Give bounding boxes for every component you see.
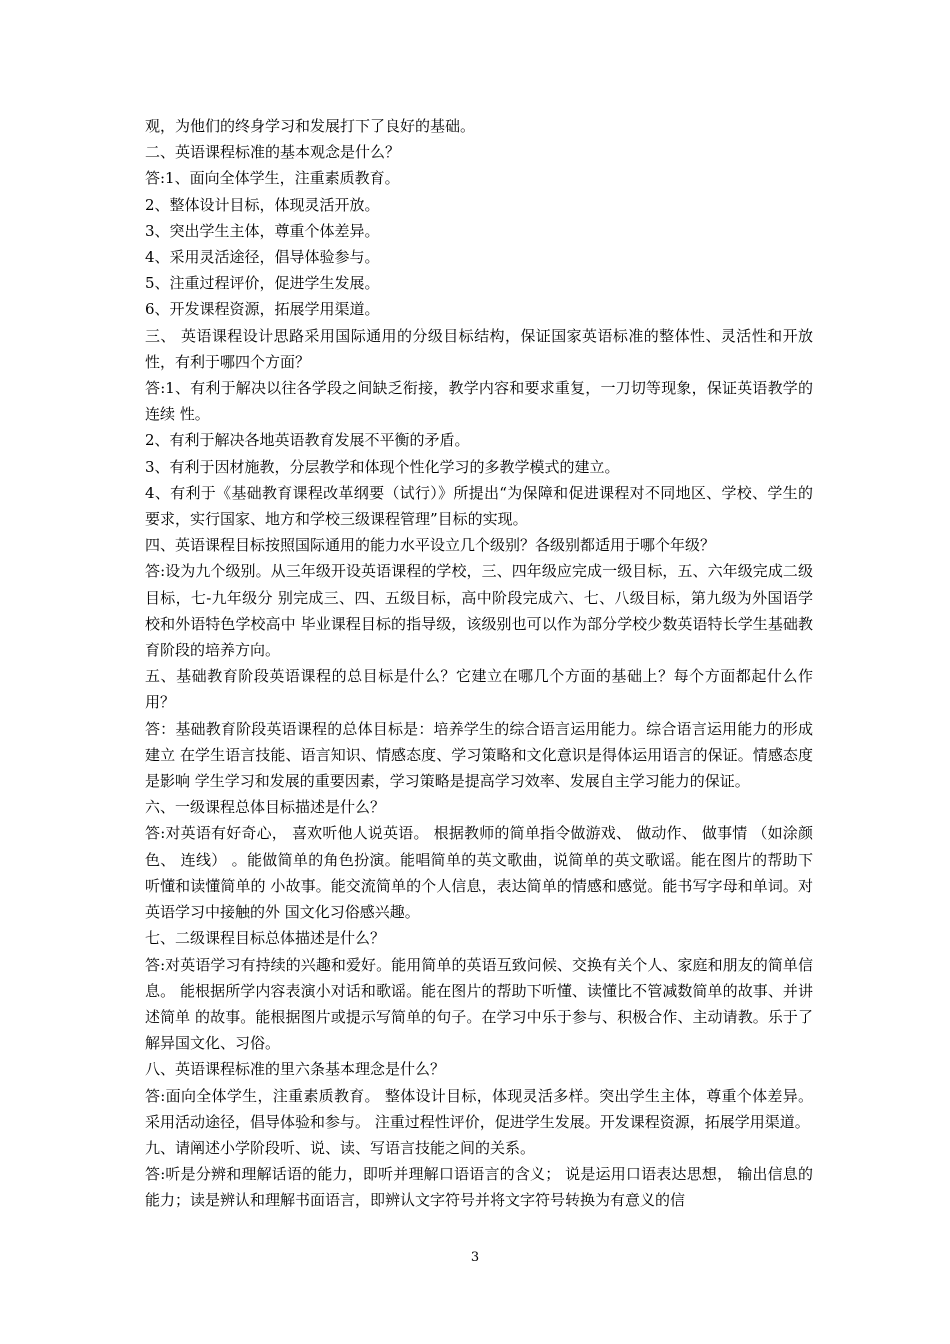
question-heading: 四、英语课程目标按照国际通用的能力水平设立几个级别？各级别都适用于哪个年级？ bbox=[145, 536, 716, 555]
answer-paragraph: 5、注重过程评价，促进学生发展。 bbox=[145, 274, 380, 293]
answer-paragraph: 答:听是分辨和理解话语的能力，即听并理解口语语言的含义； 说是运用口语表达思想， 输出信息的能力；读是辨认和理解书面语言，即辨认文字符号并将文字符号转换为有意义的信 bbox=[145, 1165, 813, 1210]
answer-paragraph: 4、有利于《基础教育课程改革纲要（试行）》所提出“为保障和促进课程对不同地区、学校、学生的要求，实行国家、地方和学校三级课程管理”目标的实现。 bbox=[145, 483, 813, 529]
answer-paragraph: 2、有利于解决各地英语教育发展不平衡的矛盾。 bbox=[145, 431, 470, 450]
question-heading: 二、英语课程标准的基本观念是什么？ bbox=[145, 143, 401, 162]
answer-paragraph: 答:设为九个级别。从三年级开设英语课程的学校，三、四年级应完成一级目标，五、六年级完成二级目标，七-九年级分 别完成三、四、五级目标，高中阶段完成六、七、八级目标，第九级为外国语学校和外语特色学校高中 毕业课程目标的指导级，该级别也可以作为部分学校少数英语特长学生基础教育阶段的培养方向。 bbox=[145, 562, 813, 660]
paragraph: 观，为他们的终身学习和发展打下了良好的基础。 bbox=[145, 117, 476, 135]
answer-paragraph: 3、突出学生主体，尊重个体差异。 bbox=[145, 221, 380, 240]
answer-paragraph: 答:面向全体学生，注重素质教育。 整体设计目标，体现灵活多样。突出学生主体，尊重个体差异。采用活动途径，倡导体验和参与。 注重过程性评价，促进学生发展。开发课程资源，拓展学用渠道。 bbox=[145, 1086, 813, 1131]
question-heading: 五、基础教育阶段英语课程的总目标是什么？它建立在哪几个方面的基础上？每个方面都起什么作用？ bbox=[145, 667, 813, 712]
page-number: 3 bbox=[470, 1250, 480, 1265]
answer-paragraph: 3、有利于因材施教，分层教学和体现个性化学习的多教学模式的建立。 bbox=[145, 457, 620, 476]
answer-paragraph: 4、采用灵活途径，倡导体验参与。 bbox=[145, 248, 380, 267]
question-heading: 七、二级课程目标总体描述是什么？ bbox=[145, 929, 386, 948]
answer-paragraph: 6、开发课程资源，拓展学用渠道。 bbox=[145, 300, 380, 319]
document-body bbox=[145, 113, 813, 1214]
answer-paragraph: 2、整体设计目标，体现灵活开放。 bbox=[145, 195, 380, 214]
question-heading: 八、英语课程标准的里六条基本理念是什么？ bbox=[145, 1060, 446, 1079]
question-heading: 三、 英语课程设计思路采用国际通用的分级目标结构，保证国家英语标准的整体性、灵活性和开放性，有利于哪四个方面？ bbox=[145, 326, 813, 371]
answer-paragraph: 答：基础教育阶段英语课程的总体目标是：培养学生的综合语言运用能力。综合语言运用能力的形成建立 在学生语言技能、语言知识、情感态度、学习策略和文化意识是得体运用语言的保证。情感态度是影响 学生学习和发展的重要因素，学习策略是提高学习效率、发展自主学习能力的保证。 bbox=[145, 719, 813, 791]
answer-paragraph: 答:对英语有好奇心， 喜欢听他人说英语。 根据教师的简单指令做游戏、 做动作、 做事情 （如涂颜色、 连线） 。能做简单的角色扮演。能唱简单的英文歌曲，说简单的英文歌谣。能在图片的帮助下听懂和读懂简单的 小故事。能交流简单的个人信息，表达简单的情感和感觉。能书写字母和单词。对英语学习中接触的外 国文化习俗感兴趣。 bbox=[145, 824, 813, 922]
answer-paragraph: 答:对英语学习有持续的兴趣和爱好。能用简单的英语互致问候、交换有关个人、家庭和朋友的简单信息。 能根据所学内容表演小对话和歌谣。能在图片的帮助下听懂、读懂比不管减数简单的故事、并讲述简单 的故事。能根据图片或提示写简单的句子。在学习中乐于参与、积极合作、主动请教。乐于了解异国文化、习俗。 bbox=[145, 955, 813, 1053]
answer-paragraph: 答:1、有利于解决以往各学段之间缺乏衔接，教学内容和要求重复，一刀切等现象，保证英语教学的连续 性。 bbox=[145, 379, 813, 424]
answer-paragraph: 答:1、面向全体学生，注重素质教育。 bbox=[145, 169, 400, 188]
question-heading: 九、请阐述小学阶段听、说、读、写语言技能之间的关系。 bbox=[145, 1138, 536, 1157]
question-heading: 六、一级课程总体目标描述是什么？ bbox=[145, 798, 386, 817]
